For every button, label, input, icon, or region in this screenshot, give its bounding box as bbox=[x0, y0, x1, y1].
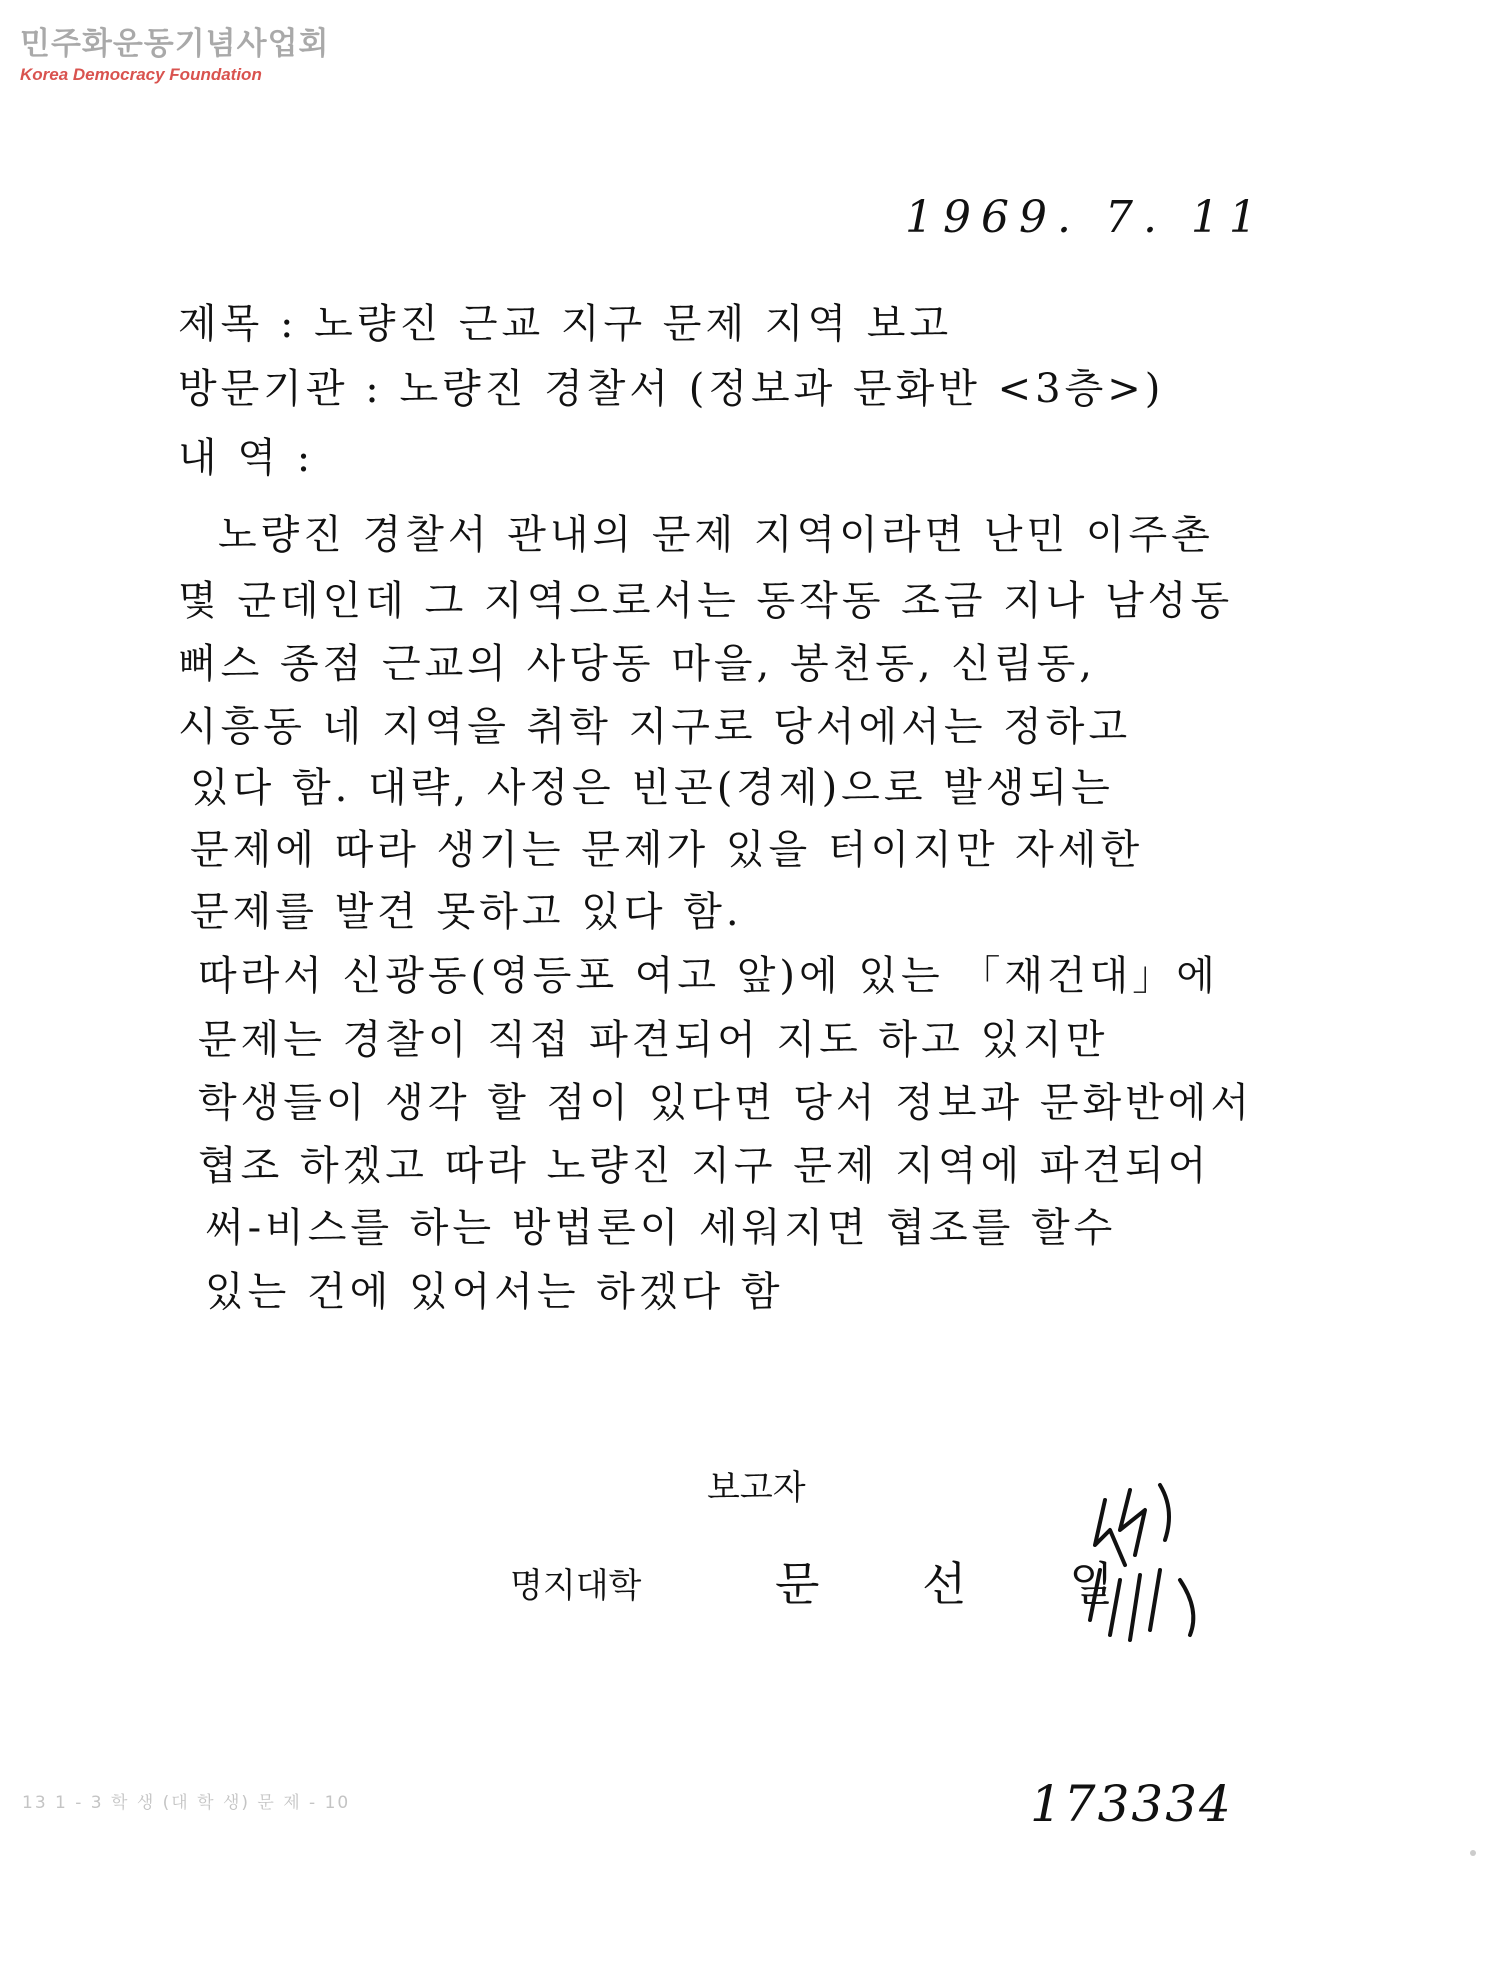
handwritten-signature bbox=[1065, 1470, 1225, 1670]
document-number: 173334 bbox=[1030, 1775, 1233, 1833]
body-line: 있다 함. 대략, 사정은 빈곤(경제)으로 발생되는 bbox=[190, 765, 1114, 811]
body-line: 써-비스를 하는 방법론이 세워지면 협조를 할수 bbox=[205, 1205, 1117, 1251]
visit-line: 방문기관 : 노량진 경찰서 (정보과 문화반 <3층>) bbox=[178, 366, 1165, 412]
watermark-korean: 민주화운동기념사업회 bbox=[20, 26, 330, 62]
faint-archive-note: 13 1 - 3 학 생 (대 학 생) 문 제 - 10 bbox=[22, 1793, 351, 1813]
body-line: 문제에 따라 생기는 문제가 있을 터이지만 자세한 bbox=[190, 827, 1144, 873]
scan-speck bbox=[1470, 1850, 1476, 1856]
title-line: 제목 : 노량진 근교 지구 문제 지역 보고 bbox=[178, 301, 953, 347]
body-line: 몇 군데인데 그 지역으로서는 동작동 조금 지나 남성동 bbox=[178, 578, 1234, 624]
body-line: 따라서 신광동(영등포 여고 앞)에 있는 「재건대」에 bbox=[198, 953, 1219, 999]
body-line: 학생들이 생각 할 점이 있다면 당서 정보과 문화반에서 bbox=[198, 1080, 1254, 1126]
reporter-university: 명지대학 bbox=[510, 1566, 642, 1606]
foundation-watermark bbox=[20, 18, 329, 85]
body-line: 시흥동 네 지역을 취학 지구로 당서에서는 정하고 bbox=[178, 704, 1132, 750]
body-line: 협조 하겠고 따라 노량진 지구 문제 지역에 파견되어 bbox=[198, 1143, 1211, 1189]
body-line: 노량진 경찰서 관내의 문제 지역이라면 난민 이주촌 bbox=[218, 512, 1214, 558]
content-label: 내 역 : bbox=[178, 435, 315, 481]
reporter-label: 보고자 bbox=[707, 1468, 806, 1508]
body-line: 있는 건에 있어서는 하겠다 함 bbox=[205, 1269, 784, 1315]
body-line: 문제는 경찰이 직접 파견되어 지도 하고 있지만 bbox=[198, 1017, 1109, 1063]
watermark-english: Korea Democracy Foundation bbox=[20, 65, 262, 84]
document-date: 1969. 7. 11 bbox=[905, 192, 1267, 243]
body-line: 문제를 발견 못하고 있다 함. bbox=[190, 889, 743, 935]
body-line: 뻐스 종점 근교의 사당동 마을, 봉천동, 신림동, bbox=[178, 641, 1096, 687]
reporter-name: 문 선 일 bbox=[775, 1557, 1158, 1611]
